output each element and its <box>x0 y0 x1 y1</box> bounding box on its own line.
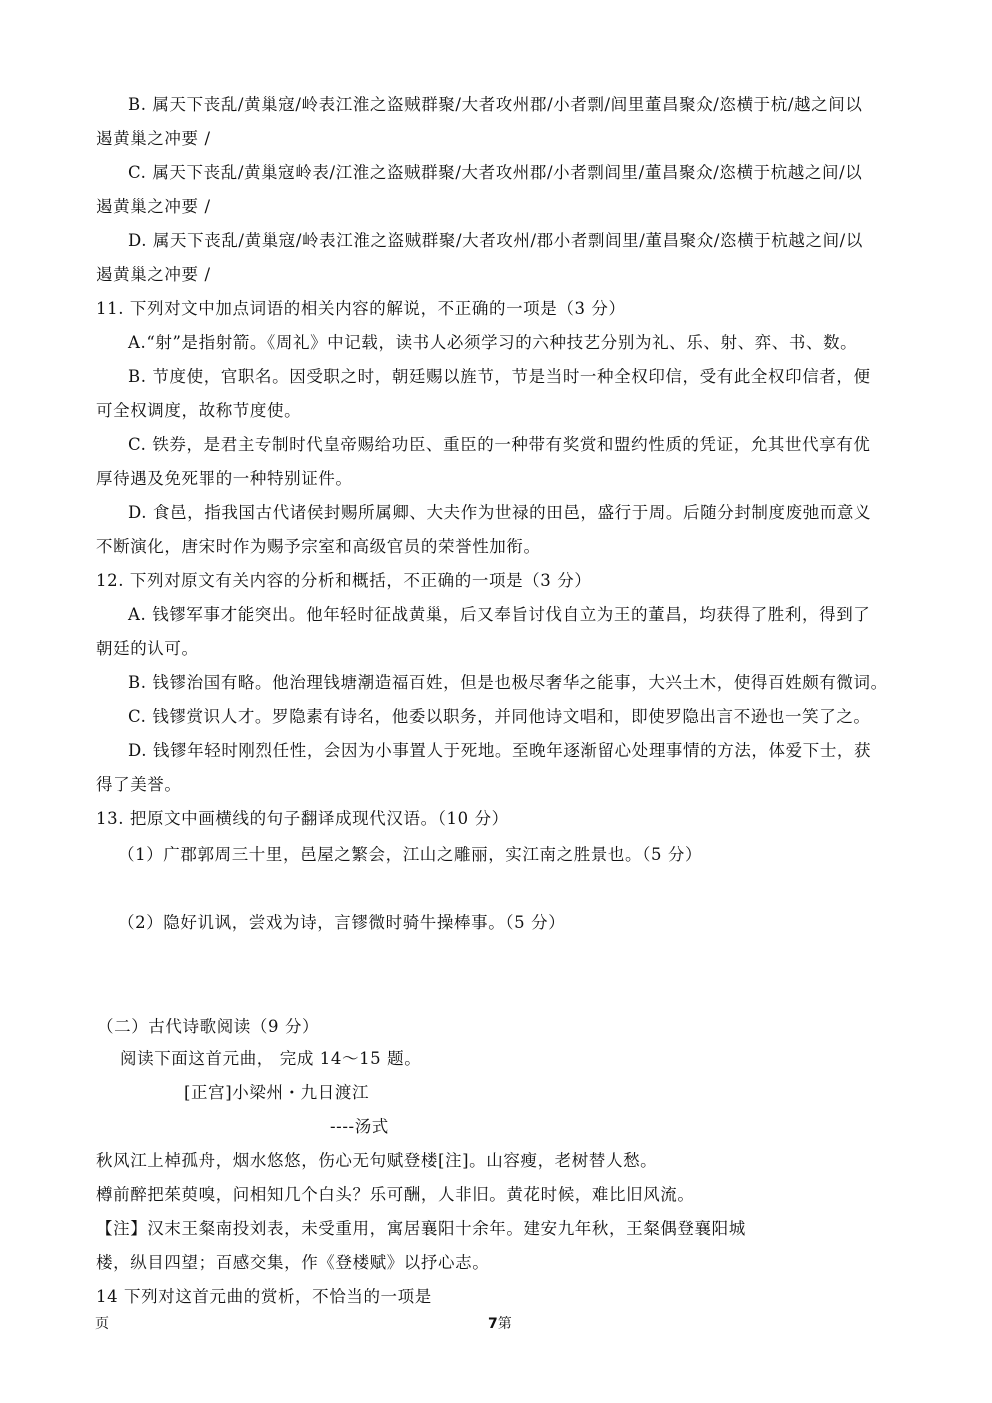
q12-stem: 12. 下列对原文有关内容的分析和概括，不正确的一项是（3 分） <box>96 571 592 590</box>
q13-sentence-1: （1）广郡郭周三十里，邑屋之繁会，江山之雕丽，实江南之胜景也。（5 分） <box>118 845 703 864</box>
q12-option-d-line1: D. 钱镠年轻时刚烈任性，会因为小事置人于死地。至晚年逐渐留心处理事情的方法，体爱下士，获 <box>128 741 872 760</box>
q11-option-d-line2: 不断演化，唐宋时作为赐予宗室和高级官员的荣誉性加衔。 <box>96 537 541 556</box>
page-number: 7 <box>488 1316 498 1332</box>
q10-option-b-line1: B. 属天下丧乱/黄巢寇/岭表江淮之盗贼群聚/大者攻州郡/小者剽/闾里董昌聚众/恣横于杭/越之间以 <box>128 95 863 114</box>
footer-page-number <box>488 1313 512 1333</box>
q10-option-c-line2: 遏黄巢之冲要 / <box>96 197 211 216</box>
q10-option-d-line1: D. 属天下丧乱/黄巢寇/岭表江淮之盗贼群聚/大者攻州/郡小者剽闾里/董昌聚众/恣横于杭越之间/以 <box>128 231 863 250</box>
q14-stem: 14 下列对这首元曲的赏析，不恰当的一项是 <box>96 1287 432 1306</box>
poem-title: [正宫]小梁州・九日渡江 <box>184 1083 370 1102</box>
q12-option-b: B. 钱镠治国有略。他治理钱塘潮造福百姓，但是也极尽奢华之能事，大兴土木，使得百姓颇有微词。 <box>128 673 888 692</box>
q12-option-c: C. 钱镠赏识人才。罗隐素有诗名，他委以职务，并同他诗文唱和，即使罗隐出言不逊也一笑了之。 <box>128 707 871 726</box>
poem-author: ----汤式 <box>330 1117 389 1136</box>
q11-option-b-line2: 可全权调度，故称节度使。 <box>96 401 302 420</box>
q11-option-a: A.“射”是指射箭。《周礼》中记载，读书人必须学习的六种技艺分别为礼、乐、射、弈、书、数。 <box>128 333 858 352</box>
poem-line-2: 樽前醉把茱萸嗅，问相知几个白头？乐可酬，人非旧。黄花时候，难比旧风流。 <box>96 1185 695 1204</box>
poem-note-line-1: 【注】汉末王粲南投刘表，未受重用，寓居襄阳十余年。建安九年秋，王粲偶登襄阳城 <box>96 1219 746 1238</box>
q13-stem: 13. 把原文中画横线的句子翻译成现代汉语。（10 分） <box>96 809 509 828</box>
q12-option-a-line2: 朝廷的认可。 <box>96 639 199 658</box>
footer-page-char: 页 <box>95 1316 109 1332</box>
section-heading: （二）古代诗歌阅读（9 分） <box>97 1017 320 1036</box>
q11-option-c-line1: C. 铁券，是君主专制时代皇帝赐给功臣、重臣的一种带有奖赏和盟约性质的凭证，允其世代享有优 <box>128 435 871 454</box>
q10-option-c-line1: C. 属天下丧乱/黄巢寇岭表/江淮之盗贼群聚/大者攻州郡/小者剽闾里/董昌聚众/恣横于杭越之间/以 <box>128 163 863 182</box>
q11-option-b-line1: B. 节度使，官职名。因受职之时，朝廷赐以旌节，节是当时一种全权印信，受有此全权印信者，便 <box>128 367 871 386</box>
poem-line-1: 秋风江上棹孤舟，烟水悠悠，伤心无句赋登楼[注]。山容瘦，老树替人愁。 <box>96 1151 658 1170</box>
q11-stem: 11. 下列对文中加点词语的相关内容的解说，不正确的一项是（3 分） <box>96 299 626 318</box>
section-intro: 阅读下面这首元曲， 完成 14～15 题。 <box>120 1049 422 1068</box>
q10-option-d-line2: 遏黄巢之冲要 / <box>96 265 211 284</box>
q13-sentence-2: （2）隐好讥讽，尝戏为诗，言镠微时骑牛操棒事。（5 分） <box>118 913 566 932</box>
q12-option-d-line2: 得了美誉。 <box>96 775 182 794</box>
q12-option-a-line1: A. 钱镠军事才能突出。他年轻时征战黄巢，后又奉旨讨伐自立为王的董昌，均获得了胜利，得到了 <box>128 605 871 624</box>
q11-option-d-line1: D. 食邑，指我国古代诸侯封赐所属卿、大夫作为世禄的田邑，盛行于周。后随分封制度废弛而意义 <box>128 503 872 522</box>
q11-option-c-line2: 厚待遇及免死罪的一种特别证件。 <box>96 469 353 488</box>
page-suffix: 第 <box>497 1316 512 1332</box>
poem-note-line-2: 楼，纵目四望；百感交集，作《登楼赋》以抒心志。 <box>96 1253 490 1272</box>
q10-option-b-line2: 遏黄巢之冲要 / <box>96 129 211 148</box>
